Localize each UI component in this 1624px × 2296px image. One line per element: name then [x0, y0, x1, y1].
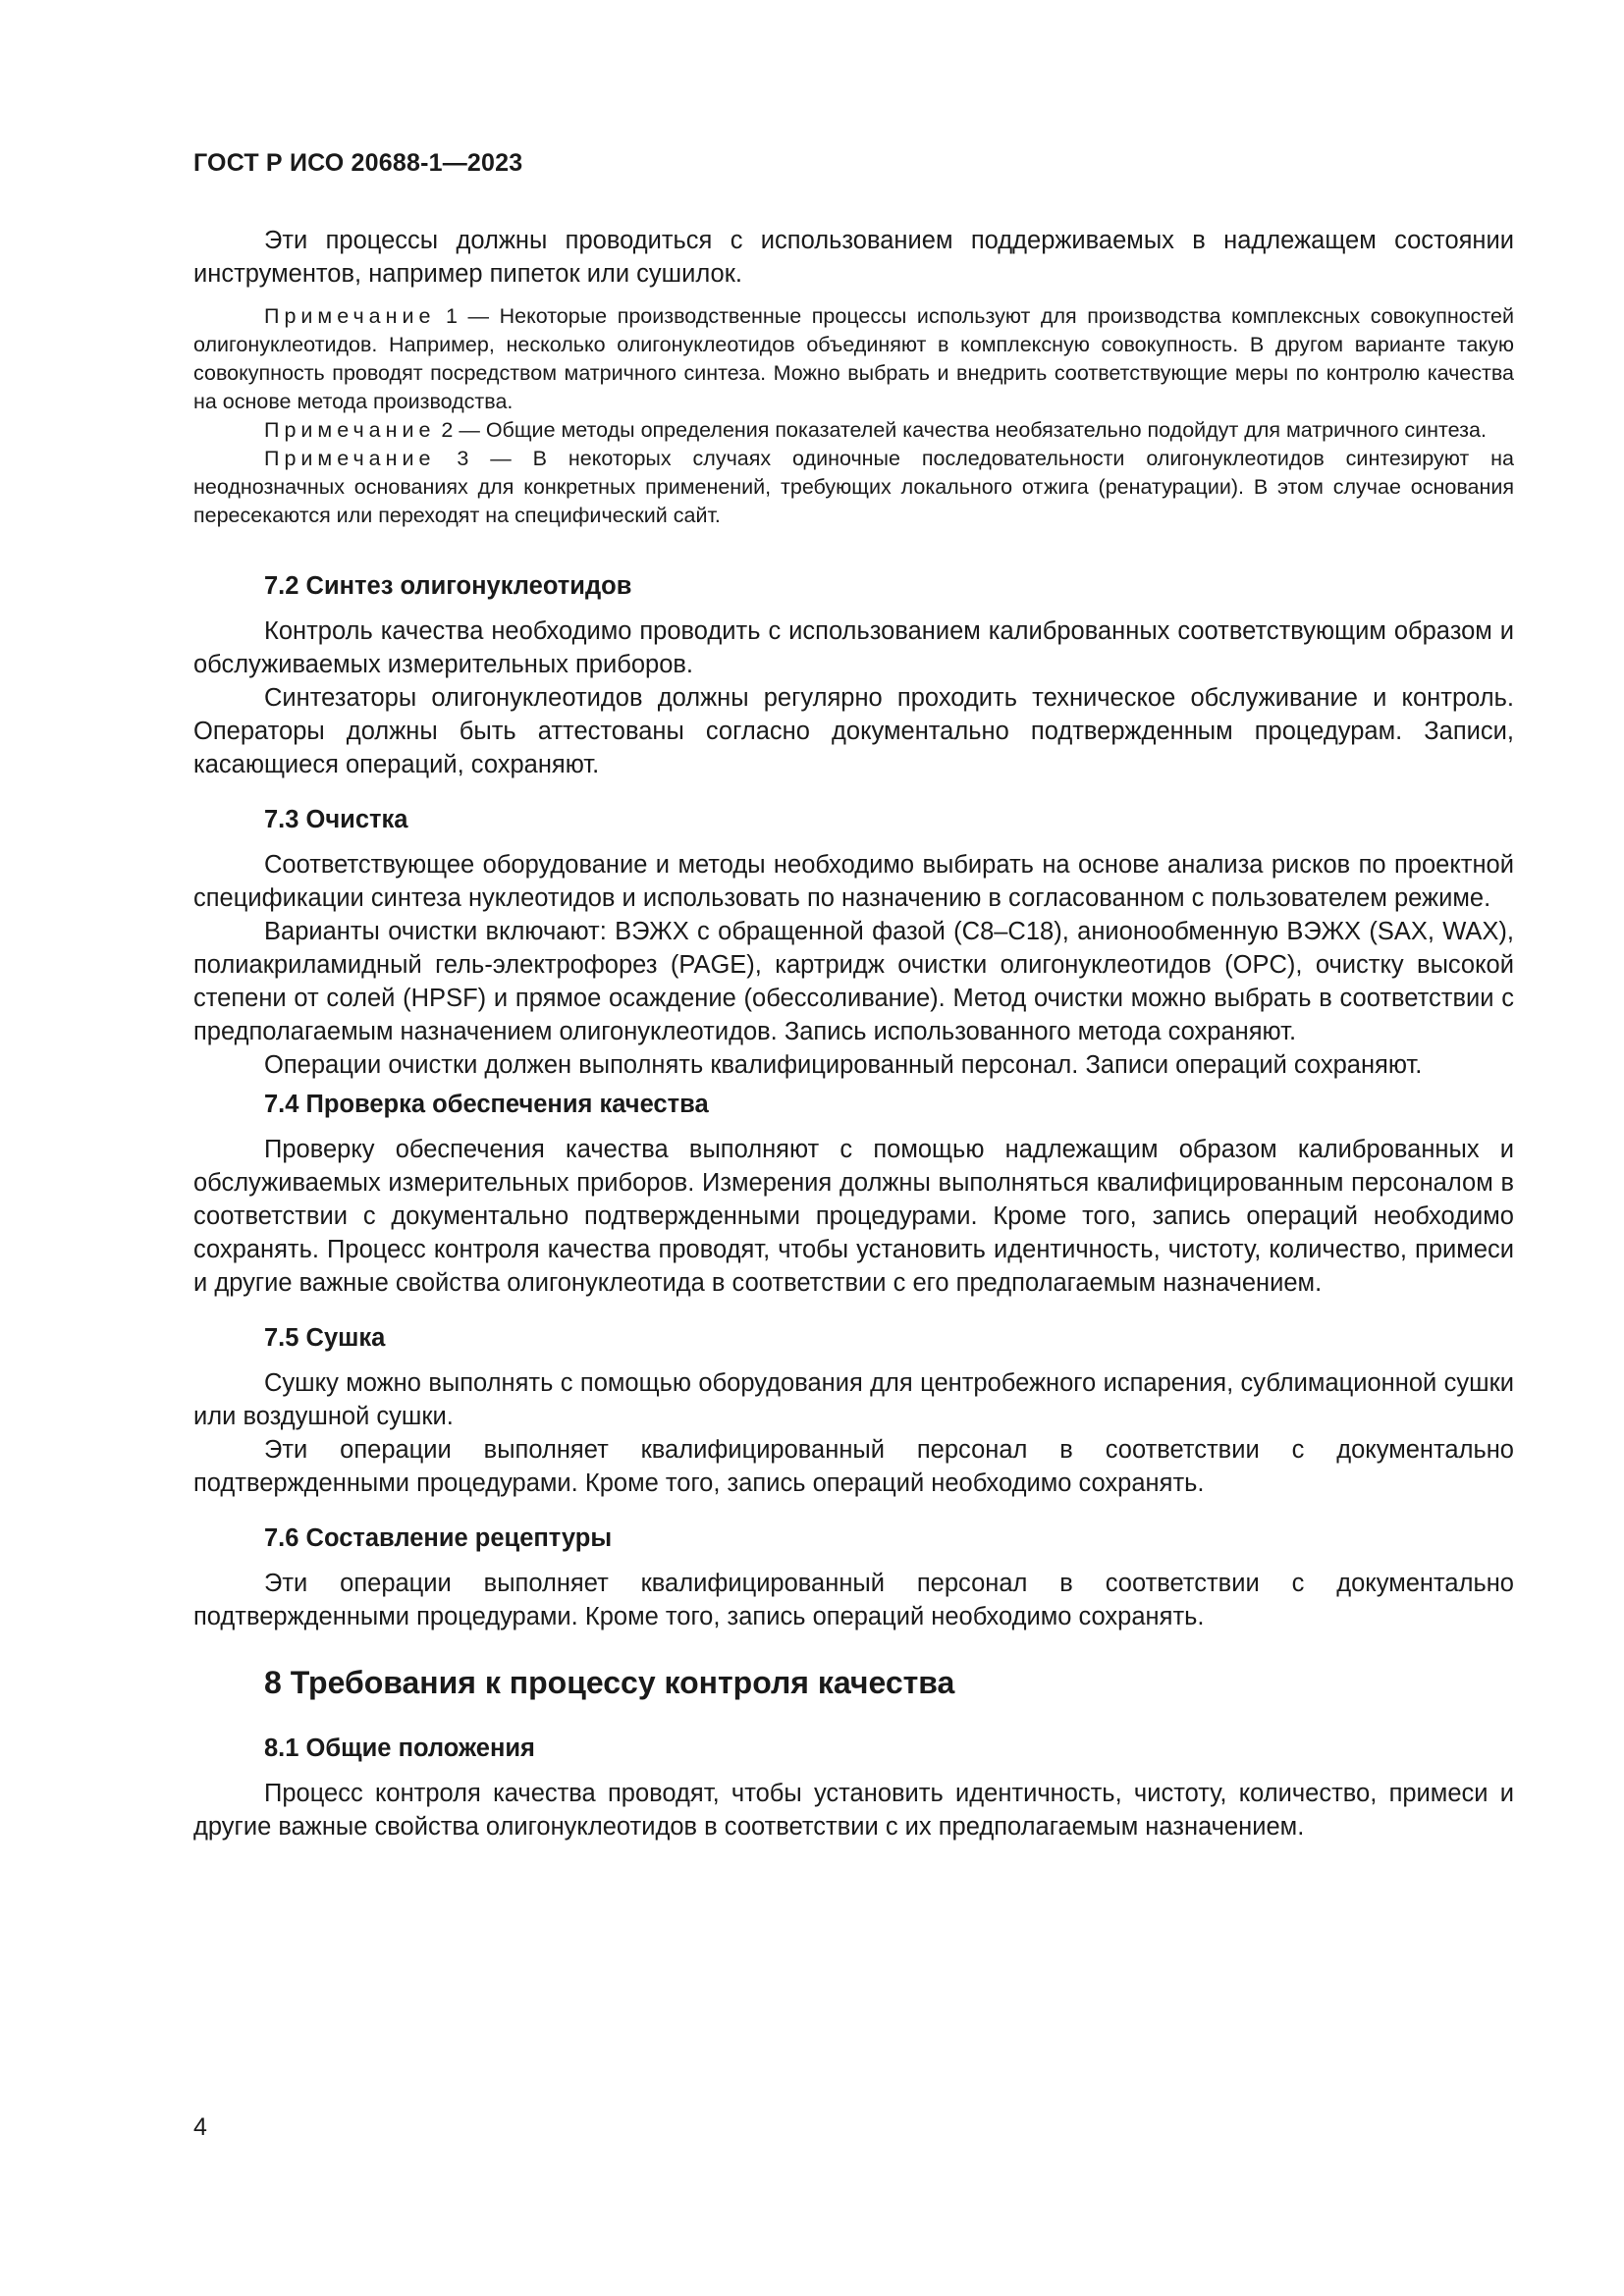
section-7-4-paragraph: Проверку обеспечения качества выполняют с помощью надлежащим образом калиброванных и обслуживаемых измерительных приборов. Измерения должны выполняться квалифицированным персоналом в соответствии с документально подтвержденными процедурами. Кроме того, запись операций необходимо сохранять. Процесс контроля качества проводят, чтобы установить идентичность, чистоту, количество, примеси и другие важные свойства олигонуклеотида в соответствии с его предполагаемым назначением. [193, 1136, 1514, 1297]
note-text: 3 — В некоторых случаях одиночные последовательности олигонуклеотидов синтезируют на неоднозначных основаниях для конкретных применений, требующих локального отжига (ренатурации). В этом случае основания пересекаются или переходят на специфический сайт. [193, 447, 1514, 527]
document-header: ГОСТ Р ИСО 20688-1—2023 [193, 149, 523, 177]
section-7-6-paragraph: Эти операции выполняет квалифицированный персонал в соответствии с документально подтвержденными процедурами. Кроме того, запись операций необходимо сохранять. [193, 1570, 1514, 1630]
section-7-3-paragraph: Соответствующее оборудование и методы необходимо выбирать на основе анализа рисков по проектной спецификации синтеза нуклеотидов и использовать по назначению в согласованном с пользователем режиме. [193, 851, 1514, 912]
section-heading-7-4: 7.4 Проверка обеспечения качества [264, 1091, 709, 1118]
section-heading-7-2: 7.2 Синтез олигонуклеотидов [264, 572, 632, 600]
document-body [193, 224, 1514, 1843]
section-7-5-paragraph: Сушку можно выполнять с помощью оборудования для центробежного испарения, сублимационной сушки или воздушной сушки. [193, 1369, 1514, 1430]
document-page [193, 0, 1514, 2296]
note-text: 1 — Некоторые производственные процессы используют для производства комплексных совокупностей олигонуклеотидов. Например, несколько олигонуклеотидов объединяют в комплексную совокупность. В другом варианте такую совокупность проводят посредством матричного синтеза. Можно выбрать и внедрить соответствующие меры по контролю качества на основе метода производства. [193, 304, 1514, 413]
note-3 [193, 445, 1514, 530]
section-7-5-paragraph: Эти операции выполняет квалифицированный персонал в соответствии с документально подтвержденными процедурами. Кроме того, запись операций необходимо сохранять. [193, 1436, 1514, 1497]
note-text: 2 — Общие методы определения показателей качества необязательно подойдут для матричного синтеза. [435, 418, 1487, 442]
section-7-2-paragraph: Синтезаторы олигонуклеотидов должны регулярно проходить техническое обслуживание и контроль. Операторы должны быть аттестованы согласно документально подтвержденным процедурам. Записи, касающиеся операций, сохраняют. [193, 684, 1514, 778]
section-heading-8: 8 Требования к процессу контроля качества [264, 1665, 955, 1700]
section-7-3-paragraph: Варианты очистки включают: ВЭЖХ с обращенной фазой (С8–С18), анионообменную ВЭЖХ (SAX, WAX), полиакриламидный гель-электрофорез (PAGE), картридж очистки олигонуклеотидов (OPC), очистку высокой степени от солей (HPSF) и прямое осаждение (обессоливание). Метод очистки можно выбрать в соответствии с предполагаемым назначением олигонуклеотидов. Запись использованного метода сохраняют. [193, 918, 1514, 1045]
note-label: Примечание [264, 447, 436, 470]
page-number: 4 [193, 2113, 207, 2141]
section-heading-7-6: 7.6 Составление рецептуры [264, 1524, 613, 1552]
note-label: Примечание [264, 418, 436, 442]
section-heading-7-5: 7.5 Сушка [264, 1324, 386, 1352]
intro-paragraph: Эти процессы должны проводиться с использованием поддерживаемых в надлежащем состоянии инструментов, например пипеток или сушилок. [193, 227, 1514, 288]
section-heading-7-3: 7.3 Очистка [264, 806, 408, 833]
note-1 [193, 302, 1514, 416]
section-8-1-paragraph: Процесс контроля качества проводят, чтобы установить идентичность, чистоту, количество, примеси и другие важные свойства олигонуклеотидов в соответствии с их предполагаемым назначением. [193, 1780, 1514, 1841]
note-2 [193, 416, 1514, 445]
section-7-2-paragraph: Контроль качества необходимо проводить с использованием калиброванных соответствующим образом и обслуживаемых измерительных приборов. [193, 617, 1514, 678]
section-heading-8-1: 8.1 Общие положения [264, 1735, 535, 1762]
section-7-3-paragraph: Операции очистки должен выполнять квалифицированный персонал. Записи операций сохраняют. [264, 1051, 1423, 1079]
note-label: Примечание [264, 304, 436, 328]
